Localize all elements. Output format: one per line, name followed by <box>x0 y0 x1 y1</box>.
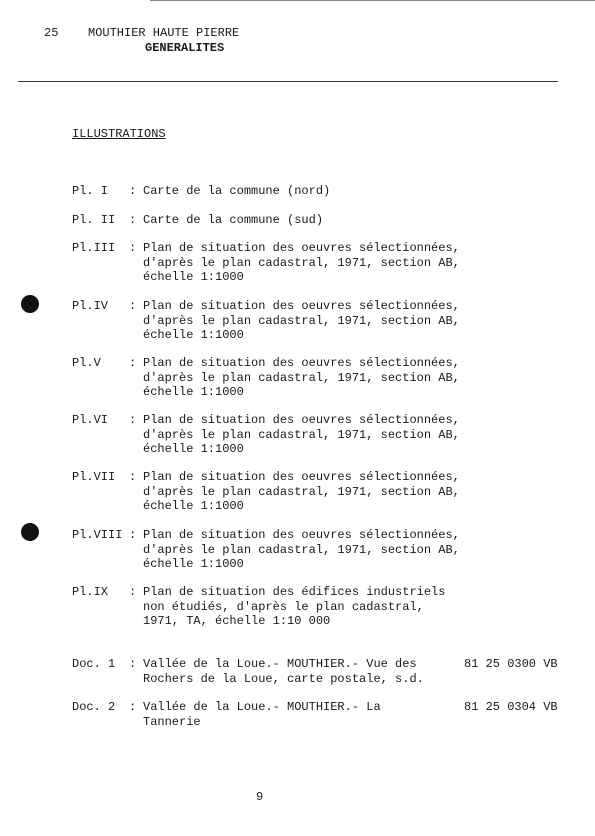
entry-line: échelle 1:1000 <box>143 270 244 284</box>
header-rule <box>18 81 558 82</box>
entry-separator: : <box>129 213 137 227</box>
entry-separator: : <box>129 657 137 671</box>
entry-reference: 81 25 0300 VB <box>464 657 558 671</box>
entry-line: Plan de situation des oeuvres sélectionnées, <box>143 470 460 484</box>
header-subtitle: GENERALITES <box>145 41 225 55</box>
entry-line: échelle 1:1000 <box>143 385 244 399</box>
entry-line: Vallée de la Loue.- MOUTHIER.- Vue des <box>143 657 417 671</box>
entry-separator: : <box>129 585 137 599</box>
entry-line: échelle 1:1000 <box>143 499 244 513</box>
entry-line: Plan de situation des oeuvres sélectionnées, <box>143 299 460 313</box>
entry-line: Carte de la commune (nord) <box>143 184 331 198</box>
entry-code: Pl. I <box>72 184 109 198</box>
entry-line: Plan de situation des oeuvres sélectionnées, <box>143 356 460 370</box>
entry-line: d'après le plan cadastral, 1971, section AB, <box>143 370 460 385</box>
section-title: ILLUSTRATIONS <box>72 127 166 141</box>
entry-separator: : <box>129 700 137 714</box>
entry-description <box>143 585 473 629</box>
entry-code: Pl.VIII <box>72 528 123 542</box>
entry-line: d'après le plan cadastral, 1971, section AB, <box>143 255 460 270</box>
entry-line: non étudiés, d'après le plan cadastral, <box>143 599 424 614</box>
entry-line: Vallée de la Loue.- MOUTHIER.- La <box>143 700 381 714</box>
entry-description <box>143 413 473 457</box>
entry-description <box>143 184 473 199</box>
punch-hole-mark <box>21 295 39 313</box>
entry-line: échelle 1:1000 <box>143 557 244 571</box>
entry-code: Pl.VII <box>72 470 116 484</box>
entry-separator: : <box>129 356 137 370</box>
entry-line: 1971, TA, échelle 1:10 000 <box>143 614 331 628</box>
punch-hole-mark <box>21 523 39 541</box>
entry-line: échelle 1:1000 <box>143 442 244 456</box>
entry-code: Pl.IV <box>72 299 109 313</box>
header-title: MOUTHIER HAUTE PIERRE <box>88 26 240 40</box>
entry-line: échelle 1:1000 <box>143 328 244 342</box>
entry-line: Rochers de la Loue, carte postale, s.d. <box>143 671 424 686</box>
entry-description <box>143 657 473 686</box>
header-number: 25 <box>44 26 59 40</box>
page-number: 9 <box>256 790 264 804</box>
entry-line: Plan de situation des édifices industriels <box>143 585 446 599</box>
entry-code: Pl.III <box>72 241 116 255</box>
entry-line: Plan de situation des oeuvres sélectionnées, <box>143 413 460 427</box>
entry-separator: : <box>129 528 137 542</box>
entry-code: Doc. 2 <box>72 700 116 714</box>
entry-code: Pl.VI <box>72 413 109 427</box>
entry-description <box>143 356 473 400</box>
entry-description <box>143 700 473 729</box>
entry-line: d'après le plan cadastral, 1971, section AB, <box>143 313 460 328</box>
entry-line: d'après le plan cadastral, 1971, section AB, <box>143 427 460 442</box>
entry-line: d'après le plan cadastral, 1971, section AB, <box>143 542 460 557</box>
entry-description <box>143 241 473 285</box>
entry-separator: : <box>129 299 137 313</box>
entry-line: Tannerie <box>143 714 201 729</box>
entry-description <box>143 528 473 572</box>
entry-separator: : <box>129 184 137 198</box>
entry-separator: : <box>129 470 137 484</box>
entry-code: Pl. II <box>72 213 116 227</box>
entry-separator: : <box>129 241 137 255</box>
entry-line: d'après le plan cadastral, 1971, section AB, <box>143 484 460 499</box>
entry-line: Carte de la commune (sud) <box>143 213 324 227</box>
entry-code: Pl.V <box>72 356 101 370</box>
entry-description <box>143 299 473 343</box>
entry-reference: 81 25 0304 VB <box>464 700 558 714</box>
entry-separator: : <box>129 413 137 427</box>
entry-description <box>143 213 473 228</box>
entry-line: Plan de situation des oeuvres sélectionnées, <box>143 528 460 542</box>
entry-code: Doc. 1 <box>72 657 116 671</box>
top-edge-line <box>150 0 595 1</box>
entry-description <box>143 470 473 514</box>
entry-line: Plan de situation des oeuvres sélectionnées, <box>143 241 460 255</box>
entry-code: Pl.IX <box>72 585 109 599</box>
